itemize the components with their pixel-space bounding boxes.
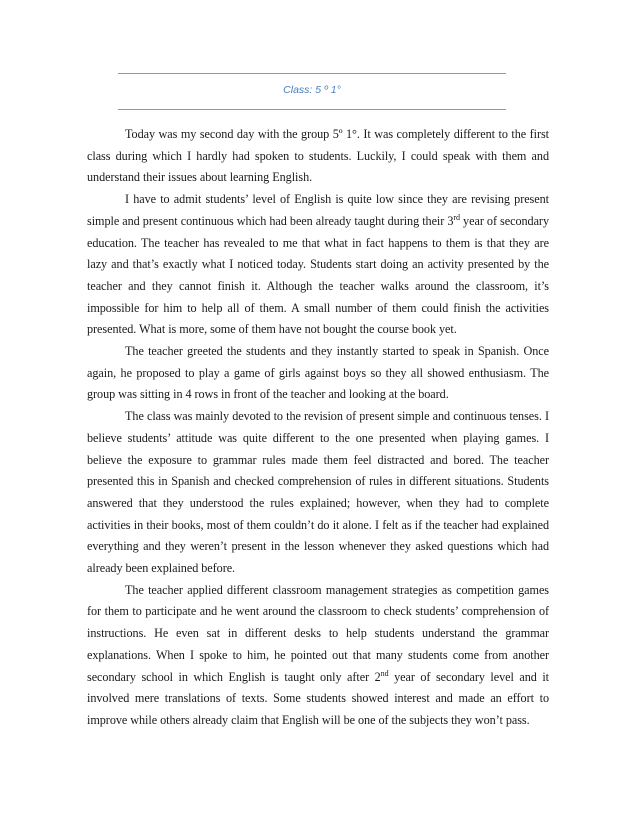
paragraph-text: I have to admit students’ level of English is quite low since they are revising present simple and present continuous which had been already taught during their 3 bbox=[87, 192, 549, 228]
ordinal-suffix: rd bbox=[453, 212, 460, 222]
class-header: Class: 5 º 1° bbox=[283, 84, 341, 96]
paragraph-text: Today was my second day with the group 5º 1°. It was completely different to the first class during which I hardly had spoken to students. Luckily, I could speak with them and understand their issues about learning English. bbox=[87, 127, 549, 185]
journal-body bbox=[87, 124, 549, 732]
paragraph-text: The class was mainly devoted to the revision of present simple and continuous tenses. I believe students’ attitude was quite different to the one presented when playing games. I believe the exposure to grammar rules made them feel distracted and bored. The teacher presented this in Spanish and checked comprehension of rules in different situations. Students answered that they understood the rules explained; however, when they had to complete activities in their books, most of them couldn’t do it alone. I felt as if the teacher had explained everything and they weren’t present in the lesson whenever they asked questions which had already been explained before. bbox=[87, 409, 549, 576]
paragraph-1 bbox=[87, 124, 549, 189]
paragraph-text: year of secondary level and it involved mere translations of texts. Some students showed interest and made an effort to improve while others already claim that English will be one of the subjects they won’t pass. bbox=[87, 669, 549, 727]
paragraph-text: The teacher greeted the students and they instantly started to speak in Spanish. Once again, he proposed to play a game of girls against boys so they all showed enthusiasm. The group was sitting in 4 rows in front of the teacher and looking at the board. bbox=[87, 344, 549, 402]
paragraph-5 bbox=[87, 580, 549, 732]
paragraph-4 bbox=[87, 406, 549, 580]
header-bottom-rule bbox=[118, 109, 506, 110]
paragraph-text: year of secondary education. The teacher has revealed to me that what in fact happens to them is that they are lazy and that’s exactly what I noticed today. Students start doing an activity presented by the teacher and they cannot finish it. Although the teacher walks around the classroom, it’s impossible for him to help all of them. A small number of them could finish the activities presented. What is more, some of them have not bought the course book yet. bbox=[87, 213, 549, 337]
header-top-rule bbox=[118, 73, 506, 74]
ordinal-suffix: nd bbox=[380, 668, 389, 678]
paragraph-3 bbox=[87, 341, 549, 406]
paragraph-text: The teacher applied different classroom management strategies as competition games for them to participate and he went around the classroom to check students’ comprehension of instructions. He even sat in different desks to help students understand the grammar explanations. When I spoke to him, he pointed out that many students come from another secondary school in which English is taught only after 2 bbox=[87, 582, 549, 684]
paragraph-2 bbox=[87, 189, 549, 341]
